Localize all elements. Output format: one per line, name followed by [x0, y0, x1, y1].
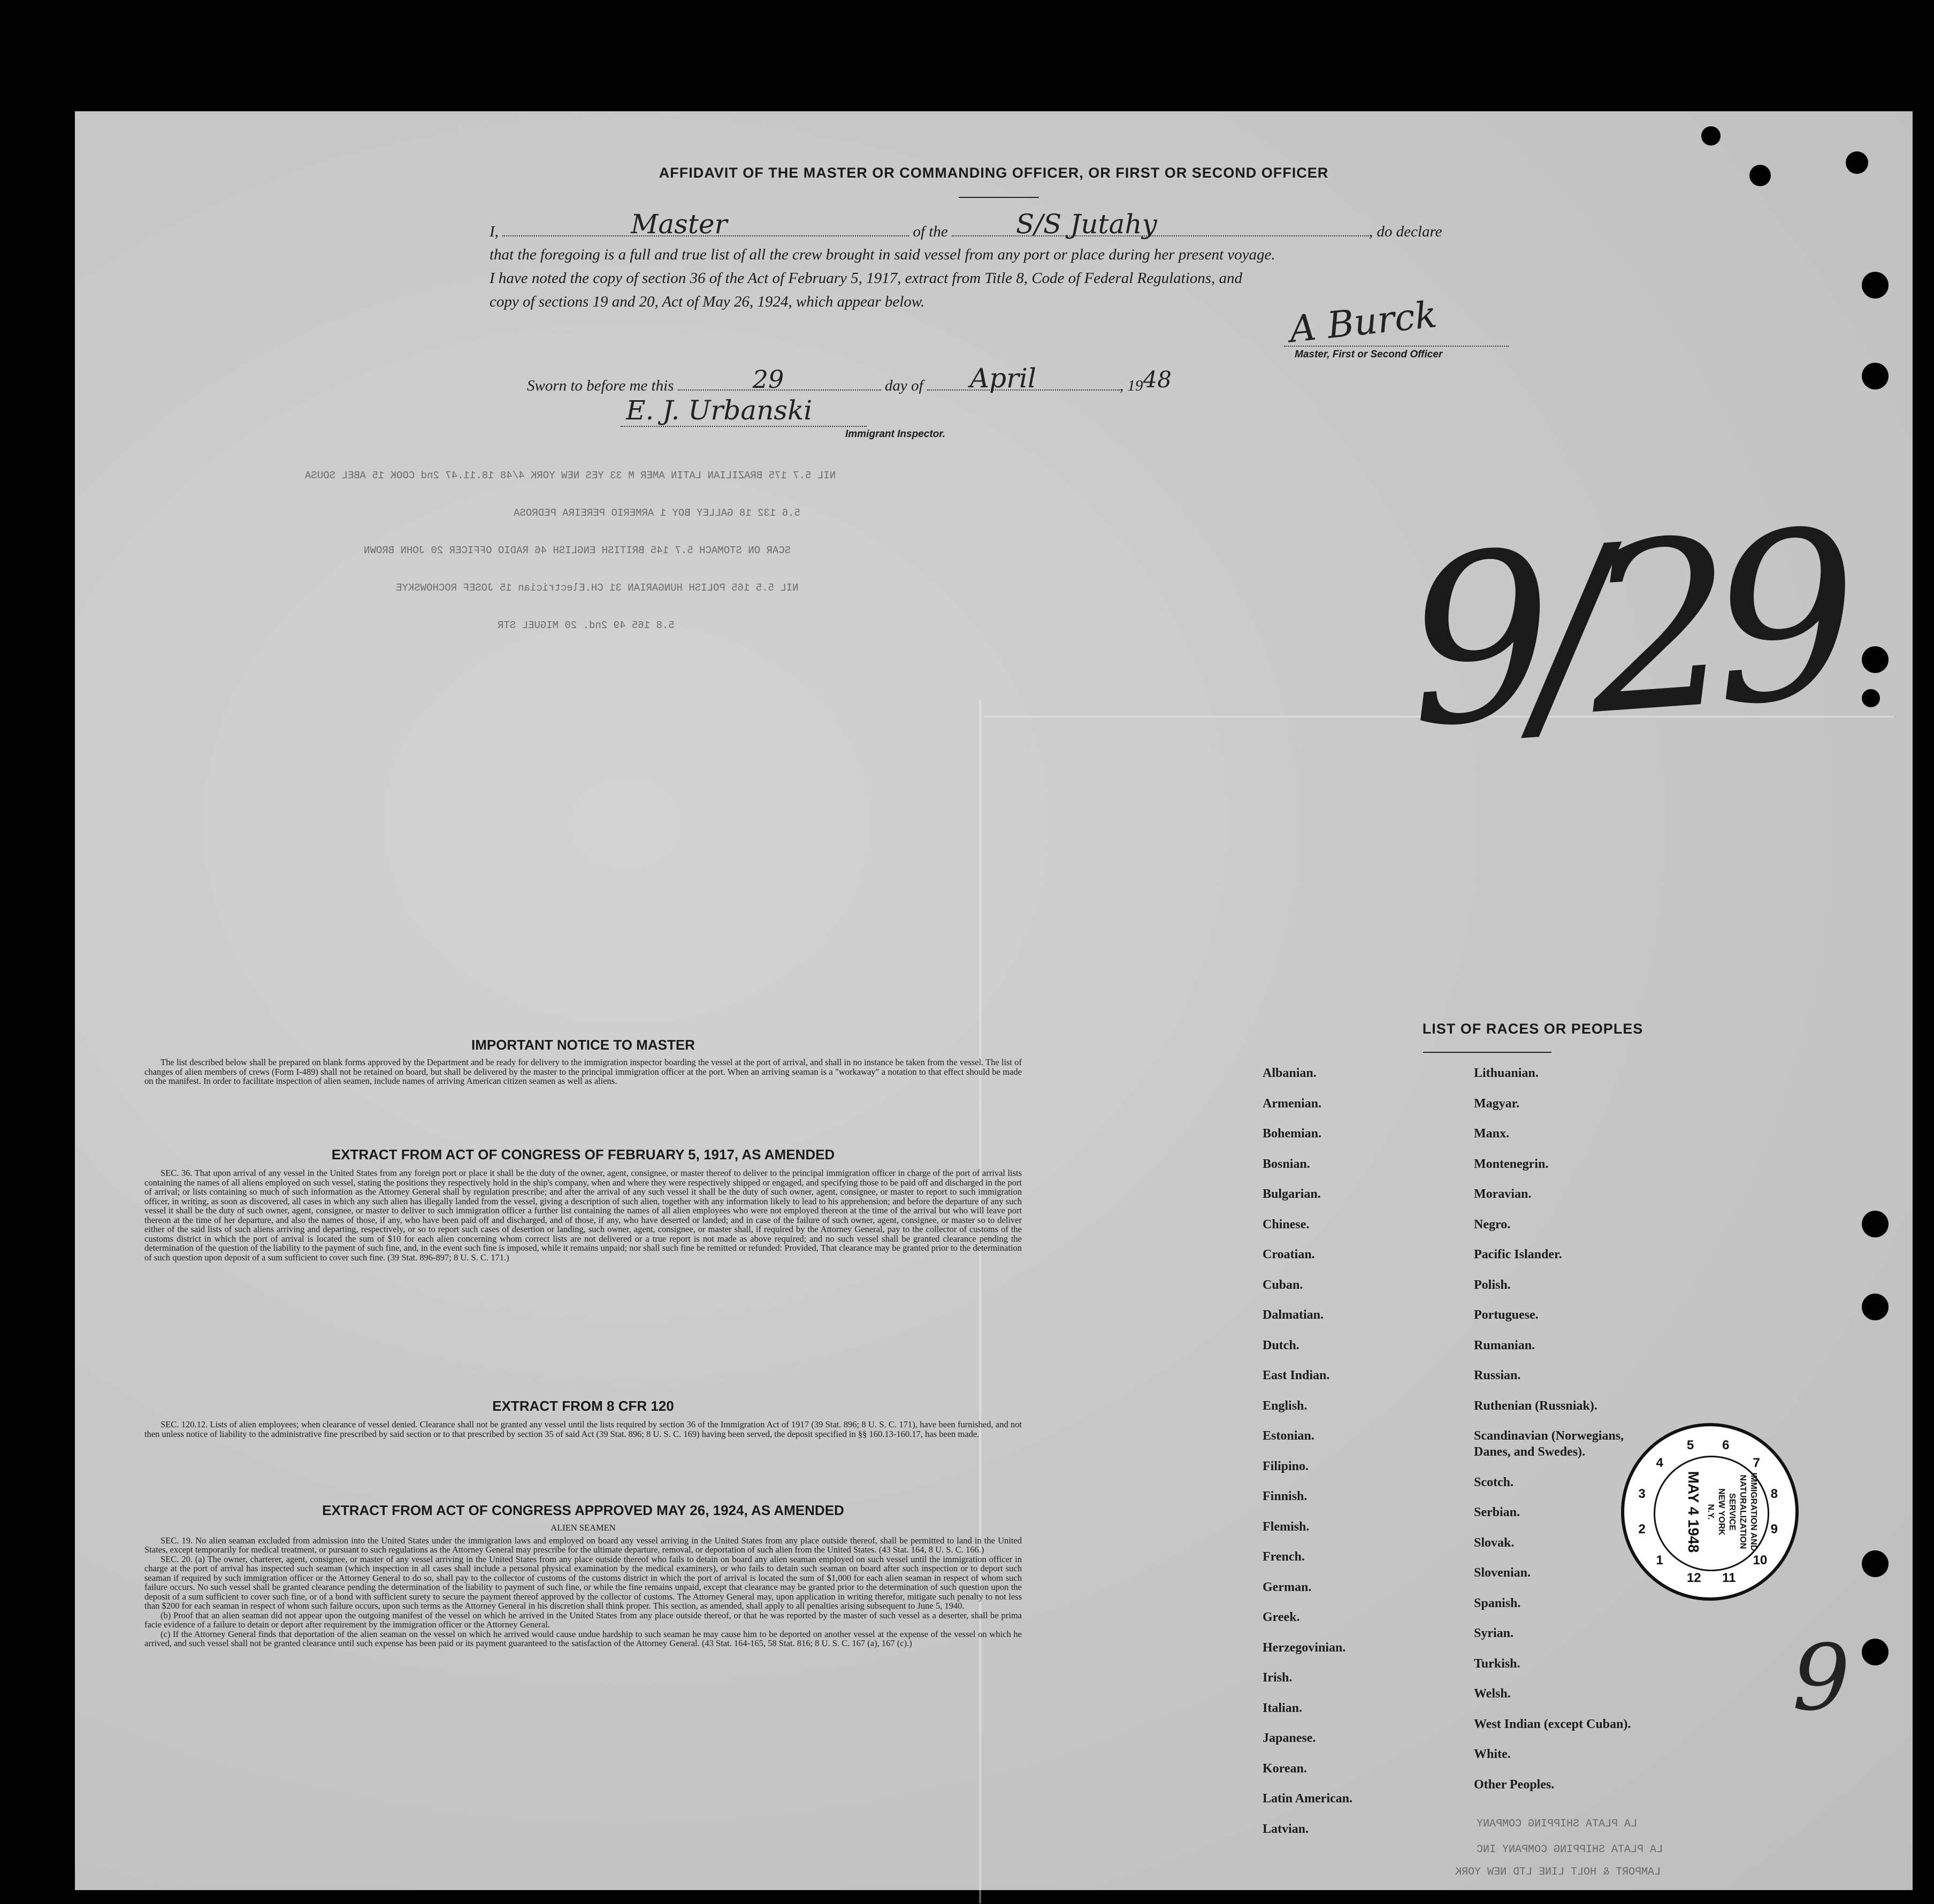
stamp-line-5: N.Y. — [1706, 1504, 1715, 1520]
inspector-label: Immigrant Inspector. — [845, 429, 945, 440]
race-item: Latin American. — [1263, 1792, 1352, 1806]
race-item: Russian. — [1474, 1368, 1521, 1382]
race-item: Portuguese. — [1474, 1308, 1539, 1322]
stamp-line-4: NEW YORK — [1717, 1488, 1726, 1535]
races-rule — [1423, 1052, 1551, 1053]
affidavit-line-4: copy of sections 19 and 20, Act of May 26, 1924, which appear below. — [490, 293, 925, 310]
race-item: Armenian. — [1263, 1096, 1321, 1111]
stamp-ring-number: 3 — [1638, 1486, 1646, 1501]
stamp-ring-number: 8 — [1770, 1486, 1778, 1501]
stamp-ring-number: 2 — [1638, 1522, 1646, 1537]
race-item: Magyar. — [1474, 1096, 1520, 1111]
punch-hole — [1862, 1294, 1889, 1320]
race-item: Lithuanian. — [1474, 1066, 1539, 1080]
race-item: Finnish. — [1263, 1489, 1308, 1503]
punch-hole — [1862, 646, 1889, 673]
affidavit-line-2: that the foregoing is a full and true list of all the crew brought in said vessel from any port or place during her present voyage. — [490, 246, 1275, 263]
vessel-field — [952, 209, 1369, 240]
race-item: Italian. — [1263, 1701, 1303, 1715]
race-item: Bohemian. — [1263, 1127, 1322, 1141]
race-item: Dutch. — [1263, 1338, 1299, 1352]
race-item: Filipino. — [1263, 1459, 1309, 1473]
corner-handwritten-number: 9 — [1792, 1625, 1851, 1731]
race-item: Japanese. — [1263, 1731, 1316, 1745]
officer-title-field — [502, 209, 909, 240]
race-item: French. — [1263, 1550, 1305, 1564]
punch-hole — [1701, 126, 1721, 146]
bleed-stamp: LA PLATA SHIPPING COMPANY — [1477, 1818, 1638, 1830]
race-item: Irish. — [1263, 1671, 1293, 1685]
race-item: Moravian. — [1474, 1187, 1532, 1201]
officer-title-value: Master — [631, 209, 728, 240]
stamp-ring-number: 5 — [1686, 1438, 1694, 1453]
stamp-ring-number: 12 — [1686, 1570, 1701, 1585]
extract-1924-sec20a: SEC. 20. (a) The owner, charterer, agent, consignee, or master of any vessel arriving in the United States from any place outside thereof who fails to detain on board any alien seaman employed on such vessel until the immigration officer in charge at the port of arrival has inspected such seaman (which inspection in all cases shall include a personal physical examination by the medical examiners), or who fails to detain such seaman on board after such inspection or to deport such seaman if required by such immigration officer or the Attorney General to do so, shall pay to the collector of customs of the customs district in which the port of arrival is located the sum of $1,000 for each alien seaman in respect of whom such failure occurs. No such vessel shall be granted clearance pending the determination of the liability to payment of such fine, or while the fine remains unpaid, except that clearance may be granted prior to the determination of such question upon the deposit of a sum sufficient to cover such fine, or of a bond with sufficient surety to secure the payment thereof approved by the collector of customs. The Attorney General may, upon application in writing therefor, mitigate such penalty to not less than $200 for each seaman in respect of whom such failure occurs, upon such terms as the Attorney General in his discretion shall think proper. This section, as amended, shall apply to all penalties arising subsequent to June 5, 1940. — [144, 1554, 1022, 1611]
bleed-through-row: 5.6 132 18 GALLEY BOY 1 ARMERIO PEREIRA PEDROSA — [514, 507, 800, 519]
affidavit-title: AFFIDAVIT OF THE MASTER OR COMMANDING OFFICER, OR FIRST OR SECOND OFFICER — [659, 165, 1329, 181]
stamp-ring-number: 6 — [1722, 1438, 1730, 1453]
sworn-month-value: April — [969, 363, 1036, 394]
inspector-signature: E. J. Urbanski — [626, 395, 813, 426]
extract-1924 — [144, 1502, 1022, 1648]
bleed-stamp: LA PLATA SHIPPING COMPANY INC — [1477, 1844, 1663, 1856]
bleed-through-row: NIL 5.7 175 BRAZILIAN LATIN AMER M 33 YES NEW YORK 4/48 18.11.47 2nd COOK 15 ABEL SOUSA — [305, 470, 836, 481]
race-item: Danes, and Swedes). — [1474, 1445, 1586, 1459]
line1-mid: of the — [913, 223, 948, 240]
race-item: Herzegovinian. — [1263, 1640, 1346, 1655]
race-item: Albanian. — [1263, 1066, 1317, 1080]
bleed-through-row: 5.8 165 49 2nd. 20 MIGUEL STR — [498, 620, 675, 631]
punch-hole — [1862, 689, 1880, 707]
document-page — [75, 111, 1913, 1890]
extract-1917-text: SEC. 36. That upon arrival of any vessel in the United States from any foreign port or place it shall be the duty of the owner, agent, consignee, or master thereof to deliver to the principal immigration officer in charge of the port of arrival lists containing the names of all aliens employed on such vessel, stating the positions they respectively hold in the ship's company, when and where they were respectively shipped or engaged, and specifying those to be paid off and discharged in the port of arrival; or lists containing so much of such information as the Attorney General shall by regulation prescribe; and after the arrival of any such vessel it shall be the duty of such owner, agent, consignee, or master to report to such immigration officer, in writing, as soon as discovered, all cases in which any such alien has illegally landed from the vessel, giving a description of such alien, together with any information likely to lead to his apprehension; and before the departure of any such vessel it shall be the duty of such owner, agent, consignee, or master to deliver to such immigration officer a further list containing the names of all alien employees who were not employed thereon at the time of the arrival but who will leave port thereon at the time of her departure, and also the names of those, if any, who have been paid off and discharged, and of those, if any, who have deserted or landed; and in case of the failure of such owner, agent, consignee, or master so to deliver either of the said lists of such aliens arriving and departing, respectively, or so to report such cases of desertion or landing, such owner, agent, consignee, or master shall, if required by the Attorney General, pay to the collector of customs of the customs district in which the port of arrival is located the sum of $10 for each alien concerning whom correct lists are not delivered or a true report is not made as above required; and no such vessel shall be granted clearance pending the determination of the question of the liability to the payment of such fine, and, in the event such fine is imposed, while it remains unpaid; nor shall such fine be remitted or refunded: Provided, That clearance may be granted prior to the determination of such question upon deposit of a sum sufficient to cover such fine. (39 Stat. 896-897; 8 U. S. C. 171.) — [144, 1168, 1022, 1263]
sworn-dayof: day of — [884, 377, 923, 394]
stamp-ring-number: 7 — [1753, 1456, 1760, 1471]
race-item: White. — [1474, 1747, 1511, 1761]
extract-1917 — [144, 1146, 1022, 1262]
master-signature: A Burck — [1287, 293, 1439, 351]
race-item: Latvian. — [1263, 1822, 1309, 1836]
inspector-line — [621, 426, 867, 427]
race-item: West Indian (except Cuban). — [1474, 1717, 1631, 1731]
race-item: Croatian. — [1263, 1248, 1315, 1261]
race-item: Serbian. — [1474, 1505, 1520, 1519]
extract-1924-title: EXTRACT FROM ACT OF CONGRESS APPROVED MAY 26, 1924, AS AMENDED — [322, 1502, 844, 1518]
vessel-value: S/S Jutahy — [1015, 209, 1157, 240]
punch-hole — [1862, 272, 1889, 299]
race-item: English. — [1263, 1398, 1308, 1413]
race-item: Scandinavian (Norwegians, — [1474, 1429, 1624, 1443]
race-item: Montenegrin. — [1474, 1157, 1549, 1171]
race-item: Korean. — [1263, 1761, 1307, 1776]
signature-line — [1284, 346, 1509, 347]
race-item: Spanish. — [1474, 1596, 1521, 1610]
race-item: Dalmatian. — [1263, 1308, 1324, 1322]
sworn-month-field — [927, 363, 1120, 394]
extract-8cfr-title: EXTRACT FROM 8 CFR 120 — [492, 1398, 674, 1414]
sworn-day-value: 29 — [752, 365, 784, 394]
stamp-ring-number: 11 — [1722, 1570, 1736, 1585]
race-item: Bulgarian. — [1263, 1187, 1321, 1201]
race-item: Manx. — [1474, 1127, 1509, 1141]
race-item: Negro. — [1474, 1217, 1511, 1232]
race-item: Greek. — [1263, 1610, 1300, 1624]
sworn-line — [527, 363, 1172, 396]
race-item: Other Peoples. — [1474, 1777, 1555, 1792]
important-notice — [144, 1037, 1022, 1086]
line1-prefix: I, — [490, 223, 499, 240]
race-item: Syrian. — [1474, 1626, 1514, 1640]
sworn-year-value: 48 — [1143, 366, 1172, 393]
race-item: Cuban. — [1263, 1278, 1303, 1292]
signature-label: Master, First or Second Officer — [1295, 349, 1443, 360]
stamp-ring-number: 1 — [1656, 1553, 1663, 1567]
extract-1924-sec19: SEC. 19. No alien seaman excluded from admission into the United States under the immigration laws and employed on board any vessel arriving in the United States from any place outside thereof, shall be permitted to land in the United States, except temporarily for medical treatment, or pursuant to such regulations as the Attorney General may prescribe for the ultimate departure, removal, or deportation of such alien from the United States. (43 Stat. 164, 8 U. S. C. 166.) — [144, 1535, 1022, 1555]
fold-line-vertical — [979, 700, 981, 1903]
bleed-through-row: NIL 5.5 165 POLISH HUNGARIAN 31 CH.Electrician 15 JOSEF ROCHOWSKYE — [396, 582, 799, 594]
title-rule — [959, 197, 1039, 198]
bleed-through-row: SCAR ON STOMACH 5.7 145 BRITISH ENGLISH 46 RADIO OFFICER 20 JOHN BROWN — [364, 545, 791, 556]
race-item: Flemish. — [1263, 1519, 1310, 1534]
stamp-ring-number: 4 — [1656, 1456, 1663, 1471]
notice-text: The list described below shall be prepared on blank forms approved by the Department and be ready for delivery to the immigration inspector boarding the vessel at the port of arrival, and shall in no instance be taken from the vessel. The list of changes of alien members of crews (Form I-489) shall not be retained on board, but shall be delivered by the master to the principal immigration officer at the port. When an arriving seaman is a "workaway" a notation to that effect should be made on the manifest. In order to facilitate inspection of alien seamen, include names of arriving American citizen seamen as well as aliens. — [144, 1057, 1022, 1086]
race-item: Estonian. — [1263, 1429, 1314, 1443]
race-item: German. — [1263, 1580, 1312, 1594]
stamp-ring-number: 10 — [1753, 1553, 1768, 1567]
race-item: Scotch. — [1474, 1475, 1513, 1489]
extract-1924-subtitle: ALIEN SEAMEN — [551, 1523, 616, 1533]
stamp-line-3: SERVICE — [1727, 1493, 1737, 1531]
race-item: Chinese. — [1263, 1217, 1310, 1232]
extract-1924-sec20c: (c) If the Attorney General finds that deportation of the alien seaman on the vessel on which he arrived would cause undue hardship to such seaman he may cause him to be deported on another vessel at the expense of the vessel on which he arrived, and such vessel shall not be granted clearance until such expense has been paid or its payment guaranteed to the satisfaction of the Attorney General. (43 Stat. 164-165, 58 Stat. 816; 8 U. S. C. 167 (a), 167 (c).) — [144, 1628, 1022, 1648]
race-item: Turkish. — [1474, 1656, 1520, 1671]
bleed-stamp: LAMPORT & HOLT LINE LTD NEW YORK — [1455, 1866, 1661, 1878]
stamp-ring-number: 9 — [1770, 1522, 1778, 1537]
punch-hole — [1862, 363, 1889, 389]
affidavit-line-1 — [490, 209, 1442, 241]
sworn-year-prefix: , 19 — [1119, 377, 1143, 394]
race-item: Slovenian. — [1474, 1566, 1531, 1580]
punch-hole — [1862, 1550, 1889, 1577]
race-item: Rumanian. — [1474, 1338, 1535, 1352]
handwritten-number: 9/29 — [1398, 481, 1847, 779]
punch-hole — [1862, 1639, 1889, 1665]
sworn-day-field — [678, 365, 881, 394]
line1-suffix: , do declare — [1369, 223, 1442, 240]
race-item: Slovak. — [1474, 1535, 1515, 1550]
stamp-line-1: IMMIGRATION AND — [1749, 1472, 1758, 1551]
notice-title: IMPORTANT NOTICE TO MASTER — [471, 1037, 695, 1053]
stamp-date: MAY 4 1948 — [1685, 1471, 1702, 1553]
race-item: East Indian. — [1263, 1368, 1330, 1382]
stamp-line-2: NATURALIZATION — [1738, 1474, 1747, 1549]
affidavit-line-3: I have noted the copy of section 36 of the Act of February 5, 1917, extract from Title 8, Code of Federal Regulations, and — [490, 270, 1243, 287]
extract-1924-sec20b: (b) Proof that an alien seaman did not appear upon the outgoing manifest of the vessel on which he arrived in the United States from any place outside thereof, or that he was reported by the master of such vessel as a deserter, shall be prima facie evidence of a failure to detain or deport after requirement by the immigration officer or the Attorney General. — [144, 1610, 1022, 1630]
sworn-prefix: Sworn to before me this — [527, 377, 674, 394]
extract-8cfr — [144, 1398, 1022, 1439]
extract-1917-title: EXTRACT FROM ACT OF CONGRESS OF FEBRUARY 5, 1917, AS AMENDED — [331, 1146, 835, 1163]
race-item: Welsh. — [1474, 1687, 1511, 1701]
punch-hole — [1862, 1211, 1889, 1237]
extract-8cfr-text: SEC. 120.12. Lists of alien employees; when clearance of vessel denied. Clearance shall not be granted any vessel until the lists required by section 36 of the Immigration Act of 1917 (39 Stat. 896; 8 U. S. C. 171), have been furnished, and not then unless notice of liability to the administrative fine prescribed by said section or to that prescribed by section 35 of said Act (39 Stat. 896; 8 U. S. C. 169) having been served, the deposit specified in §§ 160.13-160.17, has been made. — [144, 1419, 1022, 1439]
ins-date-stamp — [1621, 1423, 1799, 1601]
race-item: Pacific Islander. — [1474, 1248, 1562, 1261]
race-item: Polish. — [1474, 1278, 1511, 1292]
race-item: Bosnian. — [1263, 1157, 1310, 1171]
races-title: LIST OF RACES OR PEOPLES — [1422, 1021, 1643, 1037]
race-item: Ruthenian (Russniak). — [1474, 1398, 1597, 1413]
